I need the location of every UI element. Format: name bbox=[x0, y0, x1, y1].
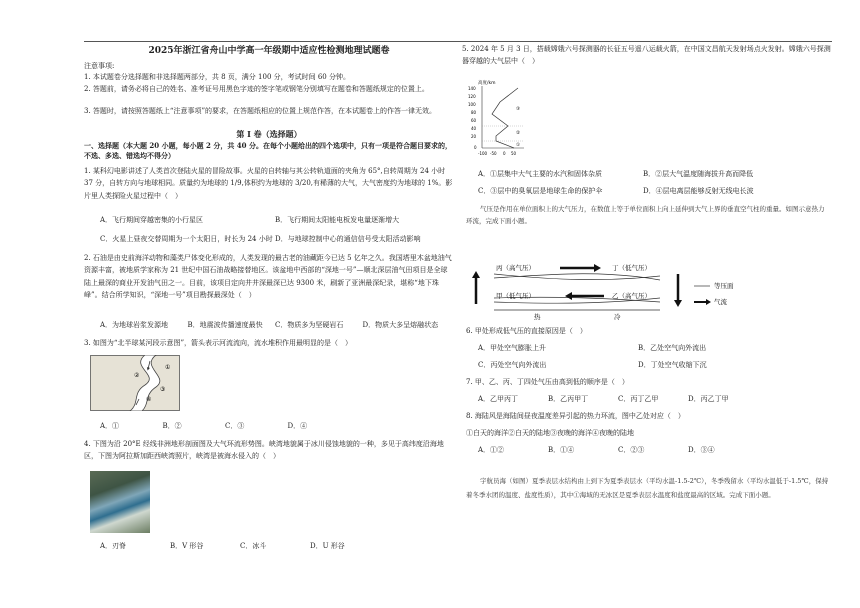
label-bing: 丙（高气压） bbox=[496, 264, 535, 272]
q2-option-d[interactable]: D．物质大多呈熔融状态 bbox=[362, 321, 439, 329]
circulation-legend bbox=[694, 276, 754, 310]
ytick-80: 80 bbox=[471, 110, 477, 115]
ytick-40: 40 bbox=[471, 126, 477, 131]
q3-stem: 3. 如图为“北半球某河段示意图”，箭头表示河流流向，流水堆积作用最明显的是（ ） bbox=[84, 339, 353, 347]
label-jia: 甲（低气压） bbox=[496, 292, 535, 300]
map-label-4: ④ bbox=[146, 396, 152, 403]
xtick-0: 0 bbox=[503, 151, 506, 156]
river-map bbox=[90, 355, 180, 411]
legend-airflow: 气流 bbox=[714, 298, 727, 306]
passage-circulation: 气压是作用在单位面积上的大气压力，在数值上等于单位面积上向上延伸到大气上界的垂直空气柱的重量。如图示意热力环流，完成下面小题。 bbox=[466, 205, 825, 226]
q4-option-a[interactable]: A．刃脊 bbox=[100, 542, 127, 550]
q1-option-a[interactable]: A．飞行期间穿越密集的小行星区 bbox=[100, 216, 204, 224]
label-cold: 冷 bbox=[614, 313, 621, 321]
q6-options-row1 bbox=[478, 343, 798, 353]
q8-option-d[interactable]: D．③④ bbox=[688, 446, 715, 454]
label-hot: 热 bbox=[534, 313, 541, 321]
q2-stem: 2. 石油是由史前海洋动物和藻类尸体变化形成的，人类发现的最古老的油藏距今已达 5 亿年之久。我国塔里木盆地油气资源丰富，被地质学家称为 21 世纪中国石油战略接替地区。该盆地中西部的“深地一号”—顺北深层油气田项目是全球陆上最深的商业开发油气田之一。目前，该项目定向井井深最深已达 9300 米，刷新了亚洲最深纪录，堪称“地下珠峰”。结合所学知识，“深地一号”项目勘探最深处（ ） bbox=[84, 254, 452, 299]
q5-option-d[interactable]: D．④层电离层能够反射无线电长波 bbox=[643, 187, 754, 195]
legend-isobar: 等压面 bbox=[714, 282, 734, 290]
q4-option-b[interactable]: B．V 形谷 bbox=[170, 542, 204, 550]
q6-option-b[interactable]: B．乙处空气向外流出 bbox=[638, 344, 707, 352]
q3-options bbox=[100, 421, 350, 431]
q7-options bbox=[478, 394, 758, 404]
layer-label-3: ③ bbox=[516, 107, 521, 112]
q1-options-row1 bbox=[100, 215, 450, 225]
q7-option-b[interactable]: B．乙丙甲丁 bbox=[548, 395, 589, 403]
ytick-100: 100 bbox=[468, 102, 476, 107]
map-label-3: ③ bbox=[160, 386, 166, 393]
fjord-photo bbox=[90, 471, 150, 533]
q1-option-b[interactable]: B．飞行期间太阳能电板发电量逐渐增大 bbox=[275, 216, 400, 224]
ytick-60: 60 bbox=[471, 118, 477, 123]
atmosphere-graph bbox=[466, 78, 528, 158]
ytick-120: 120 bbox=[468, 94, 476, 99]
ytick-0: 0 bbox=[474, 145, 477, 150]
q4-option-c[interactable]: C．冰斗 bbox=[240, 542, 267, 550]
q1-option-d[interactable]: D．与地球控制中心的通信信号受太阳活动影响 bbox=[275, 235, 421, 243]
q6-option-c[interactable]: C．丙处空气向外流出 bbox=[478, 361, 547, 369]
q3-option-d[interactable]: D．④ bbox=[287, 422, 308, 430]
notice-item-3: 3. 答题时，请按照答题纸上“注意事项”的要求，在答题纸相应的位置上规范作答，在本试题卷上的作答一律无效。 bbox=[84, 107, 437, 115]
layer-label-1: ① bbox=[516, 143, 521, 148]
ytick-20: 20 bbox=[471, 134, 477, 139]
q3-option-c[interactable]: C．③ bbox=[225, 422, 245, 430]
q5-option-a[interactable]: A．①层集中大气主要的水汽和固体杂质 bbox=[478, 170, 603, 178]
q8-option-c[interactable]: C．②③ bbox=[618, 446, 645, 454]
q5-options-row1 bbox=[478, 169, 808, 179]
ytick-140: 140 bbox=[468, 86, 476, 91]
label-ding: 丁（低气压） bbox=[612, 264, 651, 272]
q5-options-row2 bbox=[478, 186, 808, 196]
layer-label-2: ② bbox=[516, 131, 521, 136]
q8-option-b[interactable]: B．①④ bbox=[548, 446, 575, 454]
q6-option-a[interactable]: A．甲处空气膨胀上升 bbox=[478, 344, 547, 352]
q1-options-row2 bbox=[100, 234, 450, 244]
q7-option-d[interactable]: D．丙乙丁甲 bbox=[688, 395, 729, 403]
q2-option-b[interactable]: B．地震波传播速度最快 bbox=[187, 321, 263, 329]
q7-stem: 7. 甲、乙、丙、丁四处气压由高到低的顺序是（ ） bbox=[466, 378, 629, 386]
q6-options-row2 bbox=[478, 360, 798, 370]
q5-option-b[interactable]: B．②层大气温度随海拔升高而降低 bbox=[643, 170, 754, 178]
notice-item-2: 2. 答题前，请务必将自己的姓名、准考证号用黑色字迹的签字笔或钢笔分别填写在题卷和答题纸规定的位置上。 bbox=[84, 85, 429, 93]
q2-option-c[interactable]: C．物质多为坚硬岩石 bbox=[275, 321, 344, 329]
section-title: 第 I 卷（选择题） bbox=[236, 129, 302, 139]
q2-option-a[interactable]: A．为地球岩浆发源地 bbox=[100, 321, 169, 329]
q1-option-c[interactable]: C．火星上昼夜交替周期为一个太阳日，时长为 24 小时 bbox=[100, 235, 273, 243]
q5-stem: 5. 2024 年 5 月 3 日，搭载嫦娥六号探测器的长征五号遥八运载火箭，在中国文昌航天发射场点火发射。嫦娥六号探测器穿越的大气层中（ ） bbox=[462, 45, 831, 66]
q3-option-a[interactable]: A．① bbox=[100, 422, 120, 430]
q5-option-c[interactable]: C．③层中的臭氧层是地球生命的保护伞 bbox=[478, 187, 603, 195]
q6-stem: 6. 甲处形成低气压的直接原因是（ ） bbox=[466, 327, 587, 335]
q4-stem: 4. 下图为沿 20°E 经线非洲地形剖面图及大气环流形势图。峡湾地貌属于冰川侵蚀地貌的一种，多见于高纬度沿海地区，下图为阿拉斯加距西峡湾照片，峡湾是被海水侵入的（ ） bbox=[84, 440, 444, 461]
map-label-2: ② bbox=[134, 372, 140, 379]
q3-option-b[interactable]: B．② bbox=[162, 422, 182, 430]
map-label-1: ① bbox=[165, 364, 171, 371]
q6-option-d[interactable]: D．丁处空气收缩下沉 bbox=[638, 361, 707, 369]
xtick-neg50: -50 bbox=[490, 151, 497, 156]
header-rule bbox=[84, 41, 832, 42]
section-instruction: 一、选择题（本大题 20 小题，每小题 2 分，共 40 分。在每个小题给出的四个选项中，只有一项是符合题目要求的，不选、多选、错选均不得分） bbox=[84, 141, 452, 161]
page-title: 2025年浙江省舟山中学高一年级期中适应性检测地理试题卷 bbox=[148, 46, 390, 56]
notice-heading: 注意事项: bbox=[84, 62, 115, 70]
passage-sea: 宇航员海（如图）夏季表层水结构由上到下为夏季表层水（平均水温-1.5-2℃），冬季残留水（平均水温低于-1.5℃，保持着冬季水团的温度、盐度性质），其中①海域的无冰区是夏季表层水温度和盐度最高的区域。完成下面小题。 bbox=[466, 477, 829, 500]
label-yi: 乙（高气压） bbox=[612, 292, 651, 300]
q7-option-c[interactable]: C．丙丁乙甲 bbox=[618, 395, 659, 403]
q4-options bbox=[100, 541, 380, 551]
q8-choices: ①白天的海洋②白天的陆地③夜晚的海洋④夜晚的陆地 bbox=[466, 429, 634, 437]
q7-option-a[interactable]: A．乙甲丙丁 bbox=[478, 395, 519, 403]
circulation-diagram bbox=[464, 258, 694, 322]
q1-stem: 1. 某科幻电影讲述了人类首次登陆火星的冒险故事。火星的自转轴与其公转轨道面的夹角为 65°,自转周期为 24 小时 37 分，自转方向与地球相同。质量约为地球的 1/9,体积约为地球的 3/20,有稀薄的大气，大气密度约为地球的 1%。影片里人类探险火星过程中（ ） bbox=[84, 167, 453, 200]
q2-options bbox=[100, 320, 450, 330]
q8-options bbox=[478, 445, 758, 455]
q4-option-d[interactable]: D．U 形谷 bbox=[310, 542, 345, 550]
q8-stem: 8. 海陆风是海陆间昼夜温度差异引起的热力环流，图中乙处对应（ ） bbox=[466, 412, 685, 420]
notice-item-1: 1. 本试题卷分选择题和非选择题两部分，共 8 页，满分 100 分，考试时间 60 分钟。 bbox=[84, 73, 350, 81]
xtick-50: 50 bbox=[511, 151, 517, 156]
xtick-neg100: -100 bbox=[478, 151, 488, 156]
graph-ylabel: 高度/km bbox=[478, 81, 496, 86]
q8-option-a[interactable]: A．①② bbox=[478, 446, 505, 454]
